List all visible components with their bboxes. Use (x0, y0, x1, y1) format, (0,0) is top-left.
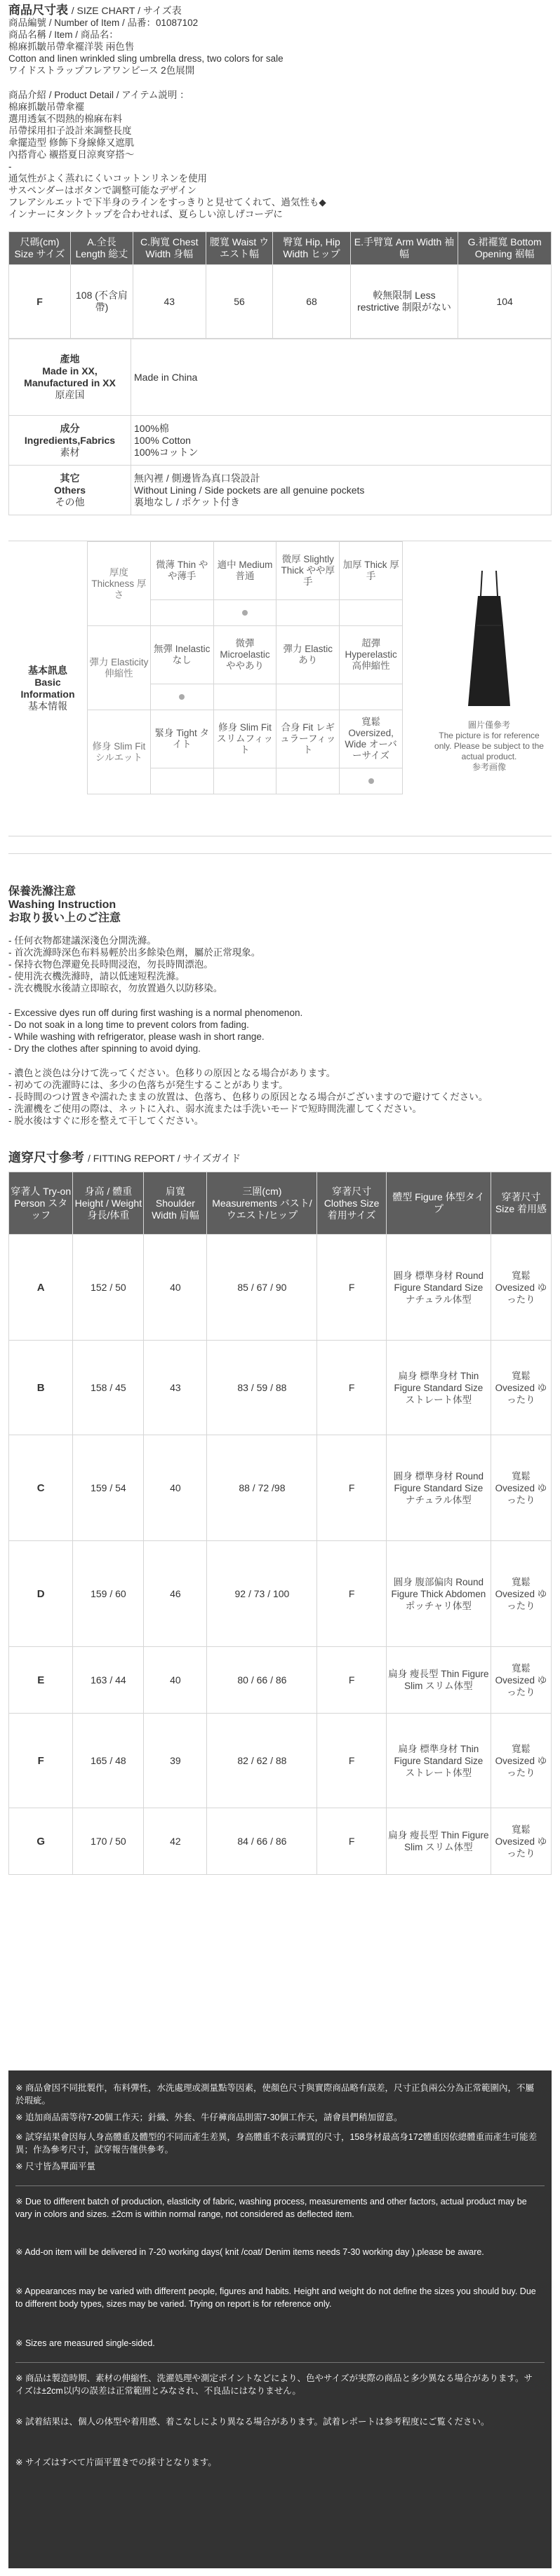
washing-item: - 洗濯機をご使用の際は、ネットに入れ、弱水流または手洗いモードで短時間洗濯してください。 (8, 1104, 422, 1114)
note-en-3: ※ Appearances may be varied with different people, figures and habits. Height and weight do not define the sizes you should buy. Due to different body types, sizes may be varied. Trying on report is for reference only. (15, 2286, 536, 2309)
basic-info-row-label: 彈力 Elasticity 伸縮性 (88, 626, 151, 710)
basic-info-marker-cell (340, 768, 403, 794)
size-chart-title-main: 商品尺寸表 (8, 4, 68, 17)
washing-item: - While washing with refrigerator, please wash in short range. (8, 1031, 265, 1042)
note-en-4: ※ Sizes are measured single-sided. (15, 2338, 155, 2348)
detail-row (9, 339, 552, 416)
basic-info-option: 寬鬆 Oversized, Wide オーバーサイズ (340, 710, 403, 768)
fitting-header: 穿著人 Try-on Person スタッフ (9, 1172, 73, 1235)
fitting-row (9, 1808, 552, 1875)
washing-list-zh (8, 935, 552, 994)
basic-info-option: 合身 Fit レギュラーフィット (276, 710, 340, 768)
fitting-cell-meas: 83 / 59 / 88 (207, 1341, 317, 1435)
washing-title-jp: お取り扱い上のご注意 (8, 912, 121, 924)
fitting-cell-figure: 圓身 標準身材 Round Figure Standard Size ナチュラル体型 (386, 1235, 491, 1341)
detail-label-jp: 原産国 (55, 389, 85, 400)
fitting-row (9, 1235, 552, 1341)
fitting-row (9, 1341, 552, 1435)
fitting-cell-figure: 扁身 標準身材 Thin Figure Standard Size ストレート体型 (386, 1341, 491, 1435)
fitting-title-main: 適穿尺寸參考 (8, 1151, 84, 1165)
note-jp-1: ※ 商品は製造時期、素材の伸縮性、洗濯処理や測定ポイントなどにより、色やサイズが実際の商品と多少異なる場合があります。サイズは±2cm以内の誤差は正常範囲とみなされ、不良品にはなりません。 (15, 2373, 533, 2396)
fitting-cell-person: C (9, 1435, 73, 1541)
size-header: E.手臂寬 Arm Width 袖幅 (350, 232, 458, 265)
washing-item: - 洗衣機脫水後請立即晾衣，勿放置過久以防移染。 (8, 983, 223, 994)
washing-item: - 長時間のつけ置きや濡れたままの放置は、色落ち、色移りの原因となる場合がございますので避けてください。 (8, 1092, 488, 1102)
fitting-cell-person: A (9, 1235, 73, 1341)
washing-item: - Do not soak in a long time to prevent colors from fading. (8, 1019, 249, 1030)
item-line: 商品名稱 / Item / 商品名： (8, 29, 119, 40)
basic-info-option: 微厚 Slightly Thick やや厚手 (276, 542, 340, 600)
detail-value-line: Without Lining / Side pockets are all genuine pockets (134, 484, 365, 496)
basic-info-marker-cell (213, 600, 276, 626)
fitting-cell-person: F (9, 1714, 73, 1808)
fitting-row (9, 1541, 552, 1647)
basic-info-marker-cell (150, 684, 213, 710)
washing-item: - 首次洗滌時深色布料易輕於出多餘染色劑，屬於正常現象。 (8, 947, 261, 958)
fitting-cell-style: 寬鬆 Ovesized ゆったり (491, 1235, 551, 1341)
basic-info-marker-cell (340, 684, 403, 710)
washing-item: - Excessive dyes run off during first washing is a normal phenomenon. (8, 1008, 303, 1018)
fitting-cell-figure: 扁身 瘦長型 Thin Figure Slim スリム体型 (386, 1808, 491, 1875)
item-line: ワイドストラップフレアワンピース 2色展開 (8, 65, 195, 76)
detail-label-zh: 成分 (60, 422, 80, 434)
fitting-cell-figure: 扁身 瘦長型 Thin Figure Slim スリム体型 (386, 1647, 491, 1714)
detail-label-jp: 素材 (60, 446, 80, 458)
fitting-cell-person: E (9, 1647, 73, 1714)
basic-info-option: 超彈 Hyperelastic 高伸縮性 (340, 626, 403, 684)
detail-label-en: Others (53, 484, 86, 496)
fitting-header: 肩寬 Shoulder Width 肩幅 (144, 1172, 207, 1235)
fitting-cell-meas: 92 / 73 / 100 (207, 1541, 317, 1647)
size-header: 腰寬 Waist ウエスト幅 (206, 232, 273, 265)
size-header: G.裙襬寬 Bottom Opening 裾幅 (458, 232, 552, 265)
size-header: C.胸寬 Chest Width 身幅 (133, 232, 206, 265)
basic-info-marker-cell (213, 768, 276, 794)
size-header: 尺碼(cm) Size サイズ (9, 232, 71, 265)
fitting-header: 體型 Figure 体型タイプ (386, 1172, 491, 1235)
fitting-cell-style: 寬鬆 Ovesized ゆったり (491, 1714, 551, 1808)
fitting-cell-meas: 84 / 66 / 86 (207, 1808, 317, 1875)
detail-line: 選用透氣不悶熱的棉麻布料 (8, 114, 122, 124)
basic-info-option: 微薄 Thin やや薄手 (150, 542, 213, 600)
basic-info-option: 彈力 Elastic あり (276, 626, 340, 684)
washing-item: - 保持衣物色澤避免長時間浸泡，勿長時間漂泡。 (8, 959, 213, 970)
fitting-cell-meas: 85 / 67 / 90 (207, 1235, 317, 1341)
detail-label (9, 339, 131, 416)
dress-icon (461, 569, 517, 710)
item-line: Cotton and linen wrinkled sling umbrella dress, two colors for sale (8, 53, 284, 64)
fitting-header: 穿著尺寸 Size 着用感 (491, 1172, 551, 1235)
product-info (0, 0, 560, 220)
basic-info-label-en: Basic Information (20, 677, 75, 700)
washing-item: - Dry the clothes after spinning to avoid dying. (8, 1043, 201, 1054)
basic-info-option: 加厚 Thick 厚手 (340, 542, 403, 600)
note-zh-4: ※ 尺寸皆為單面平量 (15, 2162, 95, 2171)
fitting-cell-style: 寬鬆 Ovesized ゆったり (491, 1341, 551, 1435)
basic-info-option: 微彈 Microelastic ややあり (213, 626, 276, 684)
detail-value (131, 466, 552, 515)
detail-row (9, 416, 552, 466)
washing-item: - 濃色と淡色は分けて洗ってください。色移りの原因となる場合があります。 (8, 1068, 336, 1078)
fitting-cell-person: G (9, 1808, 73, 1875)
selected-dot-icon (242, 610, 248, 616)
fitting-row (9, 1714, 552, 1808)
basic-information (8, 541, 552, 836)
fitting-cell-shoulder: 43 (144, 1341, 207, 1435)
note-jp-2: ※ 試着結果は、個人の体型や着用感、着こなしにより異なる場合があります。試着レポートは参考程度にご覧ください。 (15, 2417, 490, 2427)
detail-line: 內搭背心 襯搭夏日涼爽穿搭～ (8, 149, 135, 160)
fitting-header: 三圍(cm) Measurements バスト/ウエスト/ヒップ (207, 1172, 317, 1235)
fitting-cell-shoulder: 39 (144, 1714, 207, 1808)
item-lines (8, 17, 552, 76)
detail-label-en: Ingredients,Fabrics (24, 434, 116, 446)
size-cell: 68 (273, 265, 350, 339)
note-en-1: ※ Due to different batch of production, elasticity of fabric, washing process, measurements and other factors, actual product may be vary in colors and sizes. ±2cm is within normal range, not considered as deflected item. (15, 2197, 527, 2219)
detail-label (9, 416, 131, 466)
fitting-row (9, 1647, 552, 1714)
fitting-cell-person: B (9, 1341, 73, 1435)
caption-line: 圖片僅參考 (467, 720, 510, 730)
detail-label-zh: 其它 (60, 472, 80, 484)
basic-info-option: 修身 Slim Fit スリムフィット (213, 710, 276, 768)
basic-info-row (88, 626, 403, 684)
basic-info-option: 無彈 Inelastic なし (150, 626, 213, 684)
reference-figure (429, 569, 549, 773)
fitting-cell-meas: 80 / 66 / 86 (207, 1647, 317, 1714)
fitting-cell-hw: 165 / 48 (73, 1714, 144, 1808)
basic-info-marker-cell (276, 600, 340, 626)
fitting-row (9, 1435, 552, 1541)
washing-list-en (8, 1007, 552, 1055)
item-line: 棉麻抓皺吊帶傘襬洋裝 兩色售 (8, 41, 135, 52)
fitting-cell-size: F (317, 1714, 386, 1808)
fitting-cell-size: F (317, 1341, 386, 1435)
basic-info-row (88, 542, 403, 600)
detail-line: 傘擺造型 修飾下身線條又遮肌 (8, 137, 135, 148)
fitting-cell-size: F (317, 1541, 386, 1647)
fitting-cell-shoulder: 40 (144, 1647, 207, 1714)
detail-label-zh: 產地 (60, 353, 80, 365)
note-en-2: ※ Add-on item will be delivered in 7-20 working days( knit /coat/ Denim items needs 7-30 working day ),please be aware. (15, 2247, 484, 2257)
selected-dot-icon (368, 778, 374, 784)
fitting-header: 身高 / 體重 Height / Weight 身長/体重 (73, 1172, 144, 1235)
basic-info-label (8, 541, 87, 836)
size-header: 臀寬 Hip, Hip Width ヒップ (273, 232, 350, 265)
fitting-cell-hw: 170 / 50 (73, 1808, 144, 1875)
detail-value-line: 無內裡 / 側邊皆為真口袋設計 (134, 472, 260, 484)
basic-info-grid (87, 541, 403, 794)
detail-value-line: 100%棉 (134, 422, 169, 434)
fitting-cell-shoulder: 40 (144, 1235, 207, 1341)
size-chart-title (8, 4, 552, 17)
fitting-header: 穿著尺寸 Clothes Size 着用サイズ (317, 1172, 386, 1235)
basic-info-marker-cell (340, 600, 403, 626)
washing-list-jp (8, 1067, 552, 1127)
fitting-cell-shoulder: 40 (144, 1435, 207, 1541)
size-header: A.全長 Length 総丈 (71, 232, 133, 265)
size-cell: F (9, 265, 71, 339)
note-zh-3: ※ 試穿結果會因每人身高體重及體型的不同而產生差異，身高體重不表示購買的尺寸，158身材最高身172體重因依總體重而產生可能差異；作為參考尺寸，試穿報告僅供參考。 (15, 2132, 538, 2155)
detail-value (131, 339, 552, 416)
basic-info-marker-cell (276, 768, 340, 794)
fitting-cell-figure: 扁身 標準身材 Thin Figure Standard Size ストレート体型 (386, 1714, 491, 1808)
size-cell: 較無限制 Less restrictive 制限がない (350, 265, 458, 339)
fitting-cell-hw: 159 / 54 (73, 1435, 144, 1541)
fitting-cell-hw: 152 / 50 (73, 1235, 144, 1341)
washing-item: - 脱水後はすぐに形を整えて干してください。 (8, 1116, 204, 1126)
size-cell: 104 (458, 265, 552, 339)
detail-line: 吊帶採用扣子設計來調整長度 (8, 126, 132, 136)
detail-line: - (8, 161, 12, 172)
selected-dot-icon (179, 694, 185, 700)
fitting-cell-hw: 159 / 60 (73, 1541, 144, 1647)
size-chart-title-sub: / SIZE CHART / サイズ表 (71, 5, 182, 16)
fitting-cell-shoulder: 46 (144, 1541, 207, 1647)
detail-row (9, 466, 552, 515)
fitting-cell-style: 寬鬆 Ovesized ゆったり (491, 1647, 551, 1714)
fitting-cell-shoulder: 42 (144, 1808, 207, 1875)
note-jp-3: ※ サイズはすべて片面平置きでの採寸となります。 (15, 2458, 217, 2467)
basic-info-row-label: 修身 Slim Fit シルエット (88, 710, 151, 794)
fitting-cell-meas: 88 / 72 /98 (207, 1435, 317, 1541)
detail-value-line: 100%コットン (134, 446, 199, 458)
note-zh-1: ※ 商品會因不同批製作，布料彈性，水洗處理或測量點等因素，使顏色尺寸與實際商品略有誤差，尺寸正負兩公分為正常範圍內，不屬於瑕疵。 (15, 2083, 534, 2106)
fitting-table (8, 1172, 552, 1875)
note-zh-2: ※ 追加商品需等待7-20個工作天；針織、外套、牛仔褲商品則需7-30個工作天，請會員們稍加留意。 (15, 2113, 403, 2122)
washing-title-en: Washing Instruction (8, 899, 116, 911)
size-cell: 56 (206, 265, 273, 339)
fitting-cell-style: 寬鬆 Ovesized ゆったり (491, 1808, 551, 1875)
fitting-report-title (8, 1148, 552, 1166)
basic-info-marker-cell (213, 684, 276, 710)
detail-line: 通気性がよく蒸れにくいコットンリネンを使用 (8, 173, 207, 184)
detail-line: サスペンダーはボタンで調整可能なデザイン (8, 185, 196, 196)
fitting-cell-style: 寬鬆 Ovesized ゆったり (491, 1541, 551, 1647)
size-cell: 43 (133, 265, 206, 339)
fitting-cell-figure: 圓身 標準身材 Round Figure Standard Size ナチュラル体型 (386, 1435, 491, 1541)
basic-info-marker-cell (150, 768, 213, 794)
basic-info-option: 適中 Medium 普通 (213, 542, 276, 600)
figure-caption (429, 720, 549, 773)
fitting-title-sub: / FITTING REPORT / サイズガイド (88, 1153, 241, 1164)
caption-line: 参考画像 (472, 762, 506, 772)
detail-line: 棉麻抓皺吊帶傘襬 (8, 102, 84, 112)
detail-table (8, 339, 552, 515)
fitting-cell-figure: 圓身 腹部偏肉 Round Figure Thick Abdomen ポッチャリ体型 (386, 1541, 491, 1647)
detail-value-line: 100% Cotton (134, 434, 191, 446)
washing-instruction (8, 853, 552, 1127)
detail-label-en: Made in XX, Manufactured in XX (24, 365, 116, 388)
detail-label-jp: その他 (55, 496, 85, 508)
basic-info-marker-cell (276, 684, 340, 710)
basic-info-marker-cell (150, 600, 213, 626)
washing-item: - 任何衣物都建議深淺色分開洗滌。 (8, 935, 156, 946)
basic-info-label-zh: 基本訊息 (28, 665, 67, 676)
fitting-cell-hw: 163 / 44 (73, 1647, 144, 1714)
detail-line: インナーにタンクトップを合わせれば、夏らしい涼しげコーデに (8, 209, 283, 219)
notes-panel (8, 2070, 552, 2568)
fitting-cell-person: D (9, 1541, 73, 1647)
product-detail-lines (8, 89, 552, 220)
fitting-cell-size: F (317, 1235, 386, 1341)
detail-line: フレアシルエットで下半身のラインをすっきりと見せてくれて、過気性も◆ (8, 197, 326, 208)
fitting-cell-hw: 158 / 45 (73, 1341, 144, 1435)
basic-info-row (88, 710, 403, 768)
fitting-cell-size: F (317, 1808, 386, 1875)
detail-value-line: Made in China (134, 371, 198, 383)
detail-value (131, 416, 552, 466)
fitting-cell-size: F (317, 1435, 386, 1541)
basic-info-label-jp: 基本情報 (28, 700, 67, 712)
size-table (8, 231, 552, 339)
washing-item: - 初めての洗濯時には、多少の色落ちが発生することがあります。 (8, 1080, 288, 1090)
item-line: 商品編號 / Number of Item / 品番：01087102 (8, 18, 199, 28)
fitting-cell-style: 寬鬆 Ovesized ゆったり (491, 1435, 551, 1541)
washing-item: - 使用洗衣機洗滌時，請以低速短程洗滌。 (8, 971, 185, 982)
detail-value-line: 裏地なし / ポケット付き (134, 496, 240, 508)
caption-line: The picture is for reference only. Please be subject to the actual product. (434, 731, 544, 761)
size-cell: 108 (不含肩帶) (71, 265, 133, 339)
basic-info-option: 緊身 Tight タイト (150, 710, 213, 768)
fitting-cell-size: F (317, 1647, 386, 1714)
washing-title-zh: 保養洗滌注意 (8, 886, 76, 897)
fitting-cell-meas: 82 / 62 / 88 (207, 1714, 317, 1808)
detail-label (9, 466, 131, 515)
size-row (9, 265, 552, 339)
detail-line: 商品介紹 / Product Detail / アイテム説明 ： (8, 90, 189, 100)
basic-info-row-label: 厚度 Thickness 厚さ (88, 542, 151, 626)
